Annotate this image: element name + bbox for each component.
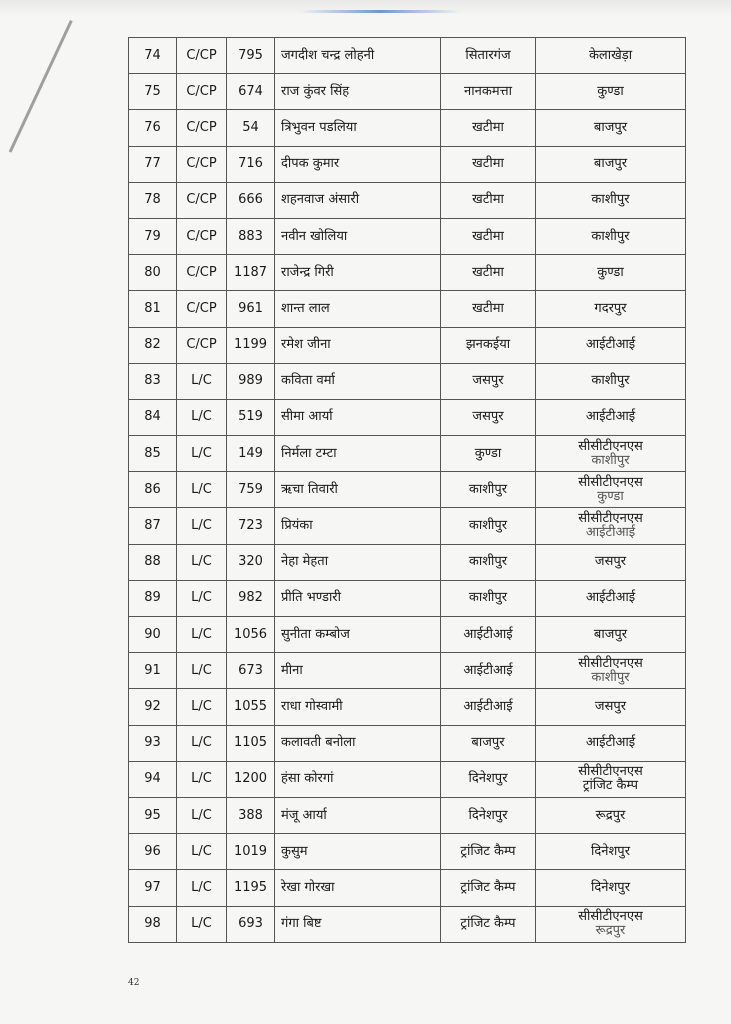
new-posting-line: बाजपुर [593,119,628,135]
current-posting-cell: काशीपुर [441,472,536,508]
table-row [129,653,686,689]
new-posting-cell [536,327,686,363]
name-cell: सीमा आर्या [275,399,441,435]
serial-number-cell: 85 [129,436,177,472]
new-posting-line: बाजपुर [593,626,628,642]
table-row [129,399,686,435]
table-row [129,689,686,725]
new-posting-line: कुण्डा [597,264,624,280]
serial-number-cell: 82 [129,327,177,363]
current-posting-cell: आईटीआई [441,689,536,725]
serial-number-cell: 79 [129,218,177,254]
serial-number-cell: 97 [129,870,177,906]
transfer-table [128,37,686,943]
new-posting-line: आईटीआई [585,525,636,541]
badge-number-cell: 883 [227,218,275,254]
new-posting-line: सीसीटीएनएस [578,764,643,780]
table-row [129,255,686,291]
rank-cell: L/C [177,436,227,472]
new-posting-cell [536,761,686,797]
rank-cell: C/CP [177,38,227,74]
new-posting-cell [536,255,686,291]
name-cell: कुसुम [275,834,441,870]
serial-number-cell: 74 [129,38,177,74]
current-posting-cell: जसपुर [441,363,536,399]
rank-cell: L/C [177,761,227,797]
new-posting-line: सीसीटीएनएस [578,438,643,454]
serial-number-cell: 95 [129,797,177,833]
current-posting-cell: जसपुर [441,399,536,435]
table-row [129,218,686,254]
badge-number-cell: 795 [227,38,275,74]
serial-number-cell: 78 [129,182,177,218]
new-posting-line: केलाखेड़ा [588,47,633,63]
new-posting-line: सीसीटीएनएस [578,474,643,490]
new-posting-cell [536,617,686,653]
serial-number-cell: 83 [129,363,177,399]
current-posting-cell: ट्रांजिट कैम्प [441,870,536,906]
new-posting-cell [536,218,686,254]
name-cell: कलावती बनोला [275,725,441,761]
name-cell: राधा गोस्वामी [275,689,441,725]
name-cell: रेखा गोरखा [275,870,441,906]
new-posting-line: आईटीआई [585,337,636,353]
badge-number-cell: 1187 [227,255,275,291]
current-posting-cell: बाजपुर [441,725,536,761]
serial-number-cell: 75 [129,74,177,110]
table-row [129,327,686,363]
rank-cell: L/C [177,834,227,870]
new-posting-line: सीसीटीएनएस [578,655,643,671]
current-posting-cell: खटीमा [441,110,536,146]
serial-number-cell: 87 [129,508,177,544]
name-cell: दीपक कुमार [275,146,441,182]
current-posting-cell: आईटीआई [441,653,536,689]
name-cell: सुनीता कम्बोज [275,617,441,653]
rank-cell: C/CP [177,110,227,146]
rank-cell: L/C [177,508,227,544]
serial-number-cell: 98 [129,906,177,942]
new-posting-line: काशीपुर [591,373,630,389]
new-posting-cell [536,870,686,906]
badge-number-cell: 961 [227,291,275,327]
new-posting-line: दिनेशपुर [590,879,631,895]
rank-cell: C/CP [177,255,227,291]
badge-number-cell: 1199 [227,327,275,363]
table-row [129,617,686,653]
name-cell: हंसा कोरगां [275,761,441,797]
rank-cell: L/C [177,653,227,689]
new-posting-cell [536,182,686,218]
rank-cell: L/C [177,580,227,616]
new-posting-cell [536,363,686,399]
current-posting-cell: खटीमा [441,218,536,254]
serial-number-cell: 96 [129,834,177,870]
badge-number-cell: 1195 [227,870,275,906]
table-row [129,146,686,182]
name-cell: निर्मला टम्टा [275,436,441,472]
serial-number-cell: 77 [129,146,177,182]
current-posting-cell: कुण्डा [441,436,536,472]
rank-cell: C/CP [177,74,227,110]
new-posting-line: दिनेशपुर [590,843,631,859]
badge-number-cell: 693 [227,906,275,942]
name-cell: मंजू आर्या [275,797,441,833]
serial-number-cell: 80 [129,255,177,291]
current-posting-cell: सितारगंज [441,38,536,74]
serial-number-cell: 90 [129,617,177,653]
current-posting-cell: खटीमा [441,291,536,327]
current-posting-cell: दिनेशपुर [441,797,536,833]
rank-cell: C/CP [177,146,227,182]
new-posting-line: काशीपुर [591,452,630,468]
current-posting-cell: नानकमत्ता [441,74,536,110]
table-row [129,870,686,906]
badge-number-cell: 149 [227,436,275,472]
name-cell: प्रीति भण्डारी [275,580,441,616]
name-cell: शान्त लाल [275,291,441,327]
serial-number-cell: 86 [129,472,177,508]
rank-cell: C/CP [177,218,227,254]
rank-cell: L/C [177,399,227,435]
new-posting-line: आईटीआई [585,409,636,425]
current-posting-cell: काशीपुर [441,508,536,544]
name-cell: ऋचा तिवारी [275,472,441,508]
current-posting-cell: दिनेशपुर [441,761,536,797]
current-posting-cell: खटीमा [441,255,536,291]
rank-cell: L/C [177,617,227,653]
new-posting-cell [536,146,686,182]
new-posting-cell [536,725,686,761]
new-posting-line: सीसीटीएनएस [578,511,643,527]
badge-number-cell: 982 [227,580,275,616]
rank-cell: L/C [177,906,227,942]
name-cell: रमेश जीना [275,327,441,363]
new-posting-line: आईटीआई [585,590,636,606]
badge-number-cell: 1056 [227,617,275,653]
serial-number-cell: 81 [129,291,177,327]
new-posting-cell [536,436,686,472]
badge-number-cell: 666 [227,182,275,218]
new-posting-line: सीसीटीएनएस [578,909,643,925]
new-posting-cell [536,797,686,833]
badge-number-cell: 989 [227,363,275,399]
new-posting-line: जसपुर [594,698,627,714]
new-posting-cell [536,291,686,327]
serial-number-cell: 94 [129,761,177,797]
current-posting-cell: झनकईया [441,327,536,363]
new-posting-cell [536,906,686,942]
name-cell: राज कुंवर सिंह [275,74,441,110]
badge-number-cell: 388 [227,797,275,833]
new-posting-line: ट्रांजिट कैम्प [582,778,639,794]
new-posting-cell [536,472,686,508]
table-row [129,363,686,399]
name-cell: त्रिभुवन पडलिया [275,110,441,146]
rank-cell: C/CP [177,327,227,363]
rank-cell: L/C [177,544,227,580]
table-row [129,291,686,327]
serial-number-cell: 92 [129,689,177,725]
new-posting-line: आईटीआई [585,735,636,751]
new-posting-cell [536,689,686,725]
name-cell: मीना [275,653,441,689]
name-cell: शहनवाज अंसारी [275,182,441,218]
new-posting-line: काशीपुर [591,192,630,208]
badge-number-cell: 716 [227,146,275,182]
rank-cell: L/C [177,363,227,399]
table-row [129,544,686,580]
table-row [129,797,686,833]
table-row [129,472,686,508]
rank-cell: L/C [177,870,227,906]
name-cell: प्रियंका [275,508,441,544]
table-row [129,436,686,472]
new-posting-line: गदरपुर [594,300,627,316]
badge-number-cell: 1105 [227,725,275,761]
rank-cell: C/CP [177,182,227,218]
badge-number-cell: 1019 [227,834,275,870]
serial-number-cell: 76 [129,110,177,146]
name-cell: नवीन खोलिया [275,218,441,254]
serial-number-cell: 84 [129,399,177,435]
new-posting-line: काशीपुर [591,669,630,685]
current-posting-cell: खटीमा [441,182,536,218]
name-cell: नेहा मेहता [275,544,441,580]
new-posting-line: जसपुर [594,554,627,570]
serial-number-cell: 89 [129,580,177,616]
name-cell: राजेन्द्र गिरी [275,255,441,291]
new-posting-cell [536,110,686,146]
badge-number-cell: 1200 [227,761,275,797]
table-row [129,110,686,146]
badge-number-cell: 519 [227,399,275,435]
badge-number-cell: 320 [227,544,275,580]
current-posting-cell: खटीमा [441,146,536,182]
page-number: 42 [128,978,140,988]
new-posting-cell [536,74,686,110]
new-posting-cell [536,399,686,435]
table-row [129,580,686,616]
new-posting-cell [536,38,686,74]
page-top-edge [0,0,731,16]
new-posting-cell [536,653,686,689]
table-row [129,74,686,110]
new-posting-line: कुण्डा [597,83,624,99]
rank-cell: L/C [177,472,227,508]
rank-cell: L/C [177,689,227,725]
rank-cell: C/CP [177,291,227,327]
name-cell: कविता वर्मा [275,363,441,399]
rank-cell: L/C [177,797,227,833]
current-posting-cell: काशीपुर [441,580,536,616]
badge-number-cell: 54 [227,110,275,146]
table-row [129,182,686,218]
new-posting-line: कुण्डा [597,488,624,504]
serial-number-cell: 93 [129,725,177,761]
badge-number-cell: 1055 [227,689,275,725]
badge-number-cell: 723 [227,508,275,544]
table-row [129,906,686,942]
new-posting-line: काशीपुर [591,228,630,244]
new-posting-cell [536,580,686,616]
badge-number-cell: 673 [227,653,275,689]
table-row [129,725,686,761]
new-posting-line: बाजपुर [593,156,628,172]
badge-number-cell: 674 [227,74,275,110]
new-posting-cell [536,834,686,870]
serial-number-cell: 88 [129,544,177,580]
scan-mark [300,10,460,13]
new-posting-cell [536,544,686,580]
current-posting-cell: काशीपुर [441,544,536,580]
table-row [129,761,686,797]
new-posting-line: रूद्रपुर [595,807,626,823]
transfer-table-body [129,38,686,943]
current-posting-cell: ट्रांजिट कैम्प [441,834,536,870]
name-cell: जगदीश चन्द्र लोहनी [275,38,441,74]
new-posting-line: रूद्रपुर [595,923,626,939]
current-posting-cell: ट्रांजिट कैम्प [441,906,536,942]
serial-number-cell: 91 [129,653,177,689]
table-row [129,834,686,870]
rank-cell: L/C [177,725,227,761]
table-row [129,508,686,544]
table-row [129,38,686,74]
name-cell: गंगा बिष्ट [275,906,441,942]
new-posting-cell [536,508,686,544]
scan-scratch [9,20,73,153]
current-posting-cell: आईटीआई [441,617,536,653]
badge-number-cell: 759 [227,472,275,508]
